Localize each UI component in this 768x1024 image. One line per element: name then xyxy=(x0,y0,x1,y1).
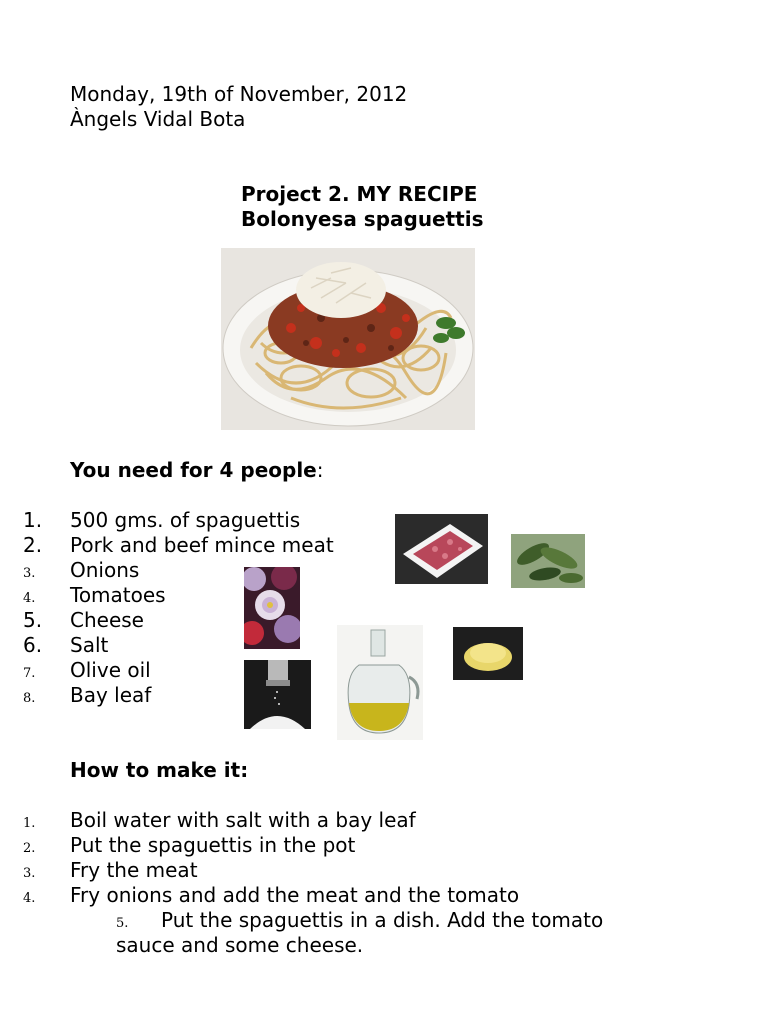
method-heading: How to make it: xyxy=(70,758,249,782)
step-text: Boil water with salt with a bay leaf xyxy=(70,808,416,832)
project-title: Project 2. MY RECIPE xyxy=(241,182,478,206)
ingredients-heading: You need for 4 people: xyxy=(70,458,324,482)
step-number: 5. xyxy=(116,916,129,931)
step-number: 1. xyxy=(23,816,36,831)
step-text: Fry the meat xyxy=(70,858,198,882)
step-text-continuation: sauce and some cheese. xyxy=(116,933,364,957)
spaghetti-bolognese-photo xyxy=(221,248,475,430)
step-text: Put the spaguettis in the pot xyxy=(70,833,356,857)
step-text: Fry onions and add the meat and the tomato xyxy=(70,883,520,907)
ingredient-item: Pork and beef mince meat xyxy=(70,533,334,557)
ingredient-item: Olive oil xyxy=(70,658,151,682)
date-line: Monday, 19th of November, 2012 xyxy=(70,82,408,106)
step-text: Put the spaguettis in a dish. Add the tomato xyxy=(161,908,604,932)
ingredient-item: 500 gms. of spaguettis xyxy=(70,508,301,532)
step-number: 3. xyxy=(23,866,36,881)
list-number: 2. xyxy=(23,533,43,557)
list-number: 5. xyxy=(23,608,43,632)
list-number: 7. xyxy=(23,666,36,681)
mince-meat-photo xyxy=(395,514,488,584)
list-number: 3. xyxy=(23,566,36,581)
ingredient-item: Onions xyxy=(70,558,140,582)
onions-photo xyxy=(244,567,300,649)
ingredient-item: Cheese xyxy=(70,608,144,632)
recipe-title: Bolonyesa spaguettis xyxy=(241,207,484,231)
ingredient-item: Bay leaf xyxy=(70,683,152,707)
grated-cheese-photo xyxy=(453,627,523,680)
salt-shaker-photo xyxy=(244,660,311,729)
olive-oil-photo xyxy=(337,625,423,740)
step-number: 4. xyxy=(23,891,36,906)
ingredient-item: Salt xyxy=(70,633,109,657)
step-number: 2. xyxy=(23,841,36,856)
author-line: Àngels Vidal Bota xyxy=(70,107,246,131)
list-number: 6. xyxy=(23,633,43,657)
bay-leaf-photo xyxy=(511,534,585,588)
list-number: 8. xyxy=(23,691,36,706)
ingredient-item: Tomatoes xyxy=(70,583,166,607)
list-number: 1. xyxy=(23,508,43,532)
list-number: 4. xyxy=(23,591,36,606)
